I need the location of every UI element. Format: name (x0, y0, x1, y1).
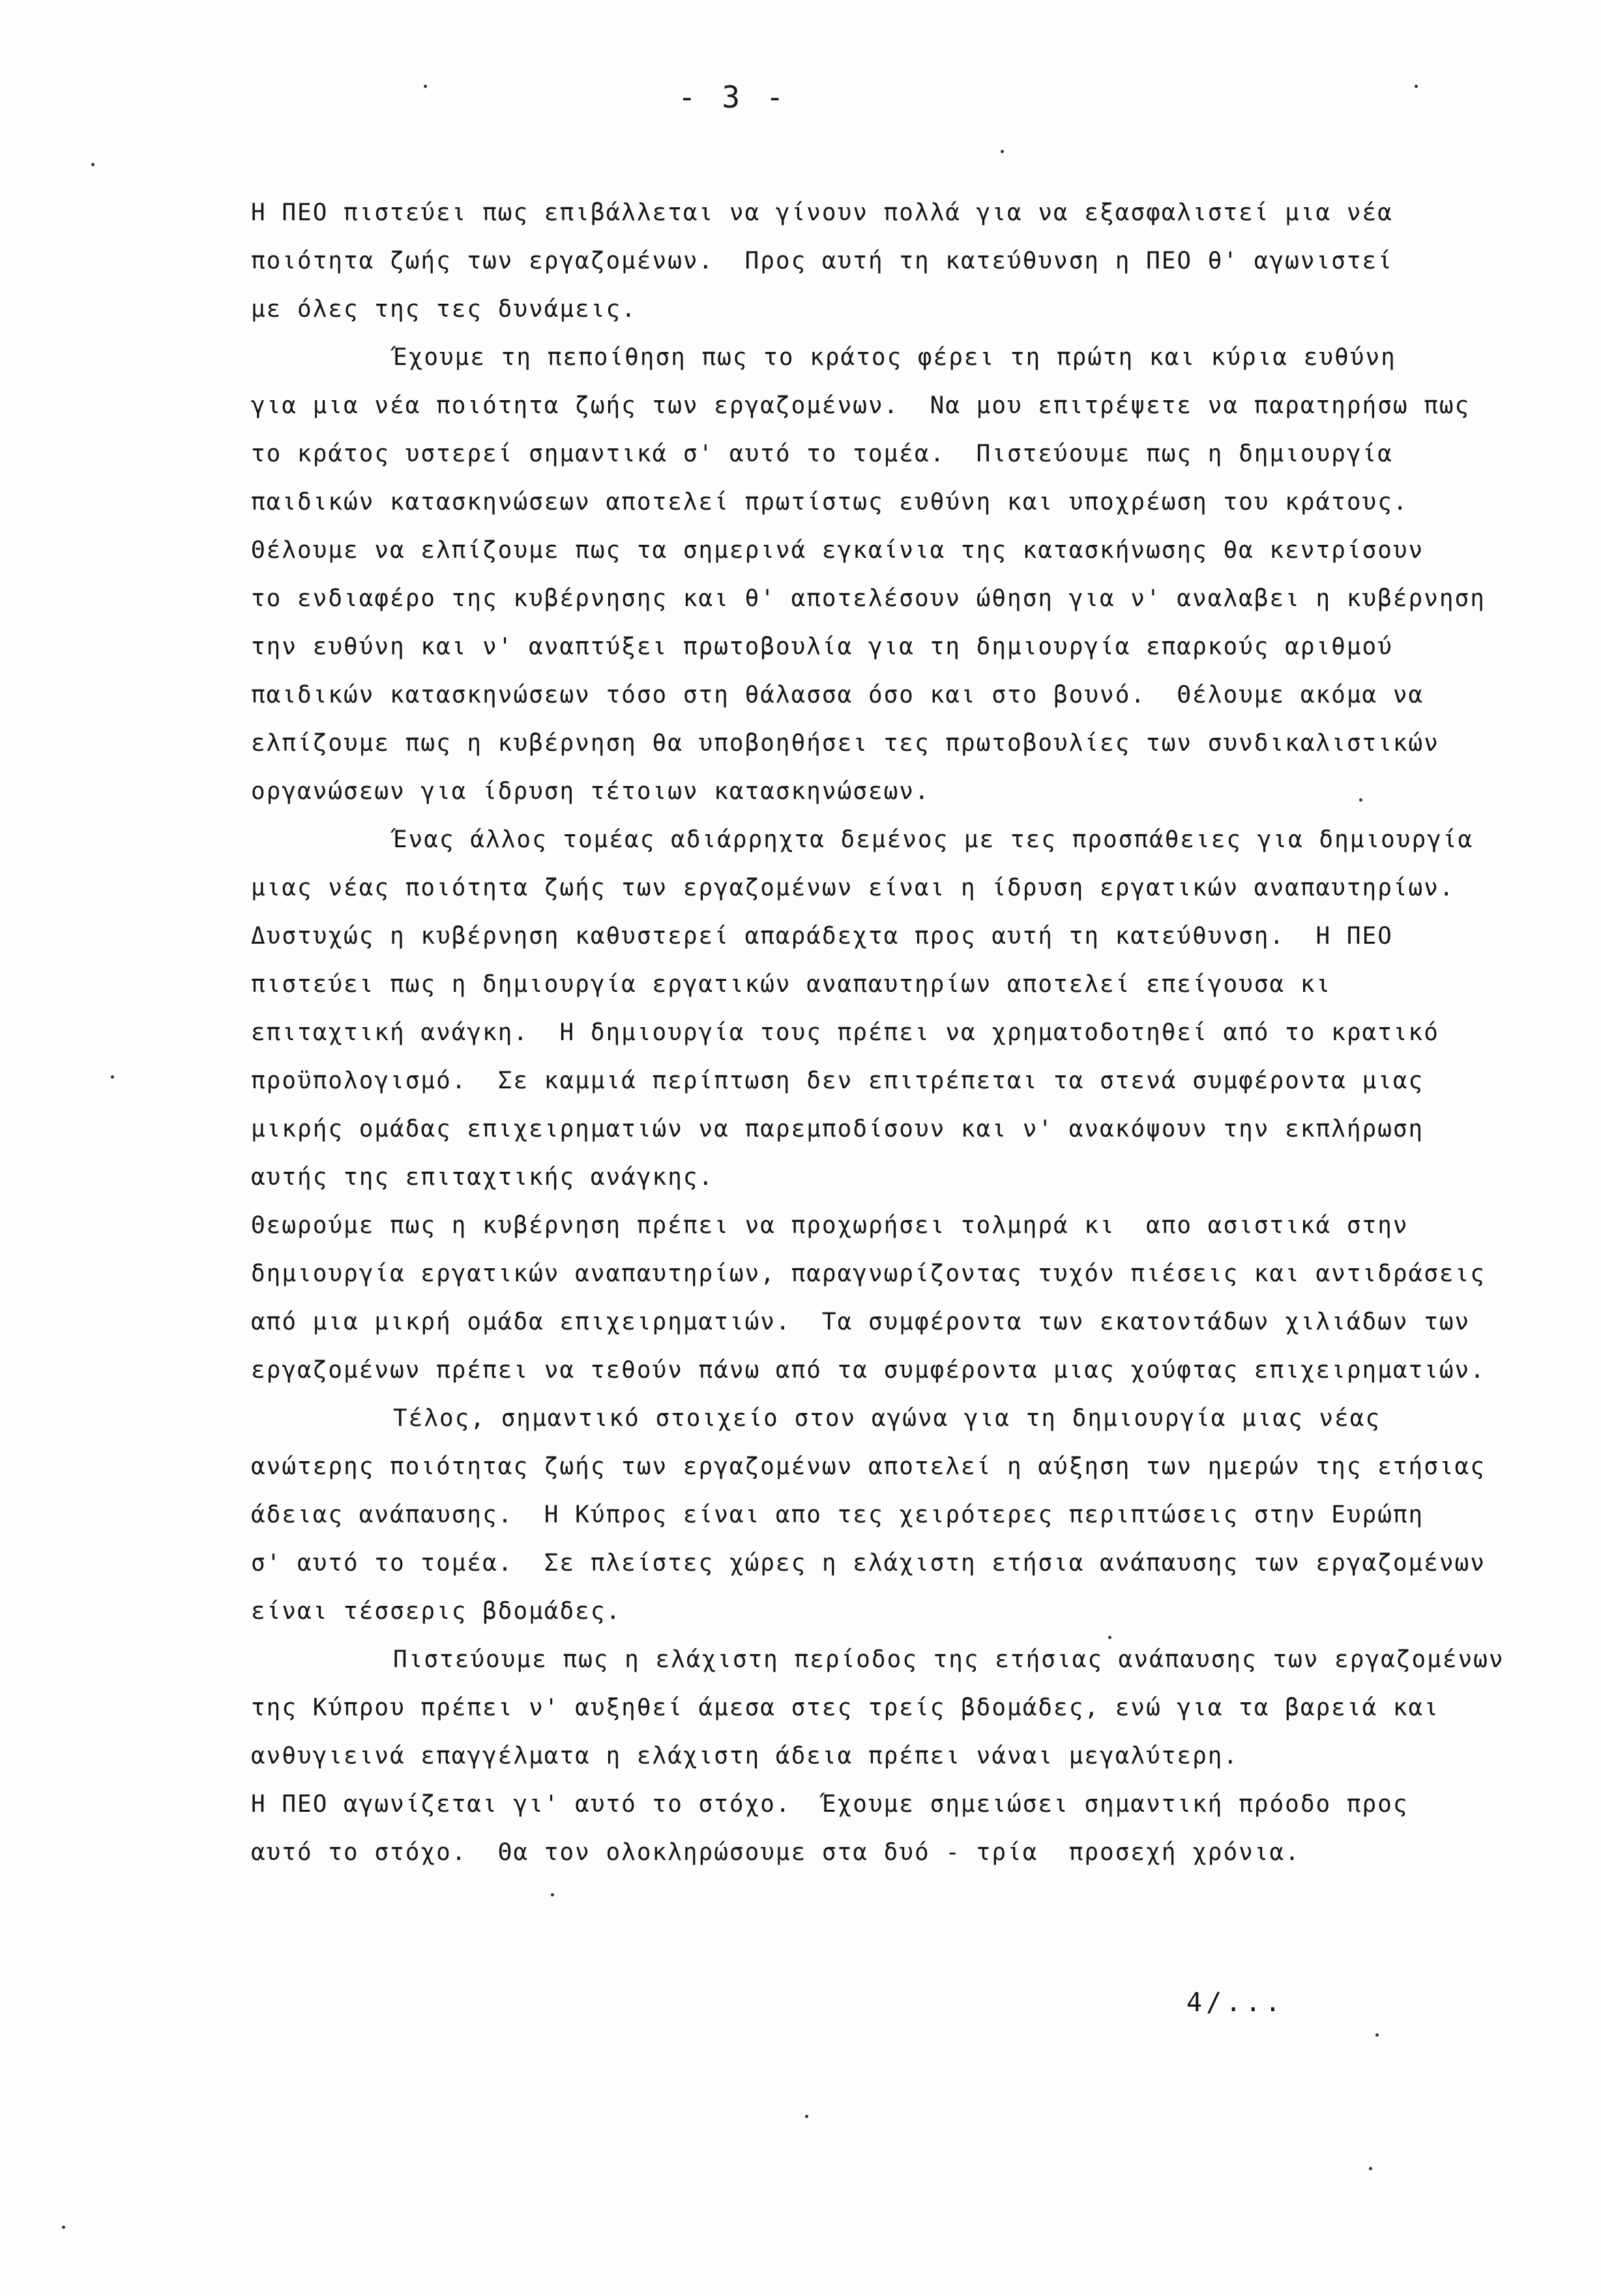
text-line: δημιουργία εργατικών αναπαυτηρίων, παραγνωρίζοντας τυχόν πιέσεις και αντιδράσεις (251, 1260, 1486, 1287)
scan-speck (805, 2115, 808, 2118)
text-line: άδειας ανάπαυσης. Η Κύπρος είναι απο τες χειρότερες περιπτώσεις στην Ευρώπη (251, 1502, 1424, 1528)
text-line: Η ΠΕΟ αγωνίζεται γι' αυτό το στόχο. Έχουμε σημειώσει σημαντική πρόοδο προς (251, 1791, 1409, 1818)
text-line: Πιστεύουμε πως η ελάχιστη περίοδος της ετήσιας ανάπαυσης των εργαζομένων (393, 1646, 1505, 1673)
text-line: την ευθύνη και ν' αναπτύξει πρωτοβουλία για τη δημιουργία επαρκούς αριθμού (251, 633, 1393, 660)
text-line: ανώτερης ποιότητας ζωής των εργαζομένων αποτελεί η αύξηση των ημερών της ετήσιας (251, 1453, 1486, 1480)
text-line: προϋπολογισμό. Σε καμμιά περίπτωση δεν επιτρέπεται τα στενά συμφέροντα μιας (251, 1068, 1424, 1094)
scan-speck (111, 1075, 114, 1079)
continuation-marker: 4/... (1186, 1988, 1285, 2018)
text-line: μιας νέας ποιότητα ζωής των εργαζομένων είναι η ίδρυση εργατικών αναπαυτηρίων. (251, 875, 1455, 901)
text-line: αυτής της επιταχτικής ανάγκης. (251, 1164, 714, 1191)
text-line: πιστεύει πως η δημιουργία εργατικών αναπαυτηρίων αποτελεί επείγουσα κι (251, 971, 1332, 998)
text-line: είναι τέσσερις βδομάδες. (251, 1598, 622, 1625)
text-line: ποιότητα ζωής των εργαζομένων. Προς αυτή τη κατεύθυνση η ΠΕΟ θ' αγωνιστεί (251, 248, 1393, 274)
text-line: ελπίζουμε πως η κυβέρνηση θα υποβοηθήσει τες πρωτοβουλίες των συνδικαλιστικών (251, 730, 1439, 757)
text-line: το κράτος υστερεί σημαντικά σ' αυτό το τομέα. Πιστεύουμε πως η δημιουργία (251, 441, 1393, 467)
body-text (251, 189, 1568, 1877)
scan-speck (1415, 85, 1418, 88)
text-line: σ' αυτό το τομέα. Σε πλείστες χώρες η ελάχιστη ετήσια ανάπαυσης των εργαζομένων (251, 1550, 1486, 1577)
scan-speck (1108, 1636, 1111, 1639)
text-line: Έχουμε τη πεποίθηση πως το κράτος φέρει τη πρώτη και κύρια ευθύνη (393, 344, 1396, 371)
scan-speck (551, 1893, 554, 1896)
scan-speck (1369, 2167, 1372, 2170)
text-line: ανθυγιεινά επαγγέλματα η ελάχιστη άδεια πρέπει νάναι μεγαλύτερη. (251, 1743, 1239, 1769)
text-line: Η ΠΕΟ πιστεύει πως επιβάλλεται να γίνουν πολλά για να εξασφαλιστεί μια νέα (251, 199, 1393, 226)
scan-speck (1001, 150, 1004, 153)
text-line: το ενδιαφέρο της κυβέρνησης και θ' αποτελέσουν ώθηση για ν' αναλαβει η κυβέρνηση (251, 585, 1486, 612)
text-line: Δυστυχώς η κυβέρνηση καθυστερεί απαράδεχτα προς αυτή τη κατεύθυνση. Η ΠΕΟ (251, 923, 1393, 950)
scan-speck (1359, 798, 1362, 802)
text-line: επιταχτική ανάγκη. Η δημιουργία τους πρέπει να χρηματοδοτηθεί από το κρατικό (251, 1019, 1439, 1046)
text-line: παιδικών κατασκηνώσεων τόσο στη θάλασσα όσο και στο βουνό. Θέλουμε ακόμα να (251, 682, 1424, 708)
text-line: μικρής ομάδας επιχειρηματιών να παρεμποδίσουν και ν' ανακόψουν την εκπλήρωση (251, 1116, 1424, 1142)
text-line: της Κύπρου πρέπει ν' αυξηθεί άμεσα στες τρείς βδομάδες, ενώ για τα βαρειά και (251, 1694, 1439, 1721)
text-line: αυτό το στόχο. Θα τον ολοκληρώσουμε στα δυό - τρία προσεχή χρόνια. (251, 1839, 1300, 1866)
text-line: παιδικών κατασκηνώσεων αποτελεί πρωτίστως ευθύνη και υποχρέωση του κράτους. (251, 489, 1409, 516)
scan-speck (91, 163, 95, 166)
text-line: Ένας άλλος τομέας αδιάρρηχτα δεμένος με τες προσπάθειες για δημιουργία (393, 826, 1474, 853)
text-line: Θέλουμε να ελπίζουμε πως τα σημερινά εγκαίνια της κατασκήνωσης θα κεντρίσουν (251, 537, 1424, 564)
text-line: για μια νέα ποιότητα ζωής των εργαζομένων. Να μου επιτρέψετε να παρατηρήσω πως (251, 392, 1471, 419)
text-line: εργαζομένων πρέπει να τεθούν πάνω από τα συμφέροντα μιας χούφτας επιχειρηματιών. (251, 1357, 1486, 1384)
text-line: Θεωρούμε πως η κυβέρνηση πρέπει να προχωρήσει τολμηρά κι απο ασιστικά στην (251, 1212, 1409, 1239)
text-line: με όλες της τες δυνάμεις. (251, 296, 637, 323)
text-line: οργανώσεων για ίδρυση τέτοιων κατασκηνώσεων. (251, 778, 930, 805)
scan-speck (1375, 2033, 1379, 2037)
scan-speck (424, 85, 427, 88)
page-number: - 3 - (678, 80, 788, 115)
text-line: Τέλος, σημαντικό στοιχείο στον αγώνα για τη δημιουργία μιας νέας (393, 1405, 1381, 1432)
scan-speck (62, 2226, 65, 2229)
text-line: από μια μικρή ομάδα επιχειρηματιών. Τα συμφέροντα των εκατοντάδων χιλιάδων των (251, 1309, 1471, 1335)
